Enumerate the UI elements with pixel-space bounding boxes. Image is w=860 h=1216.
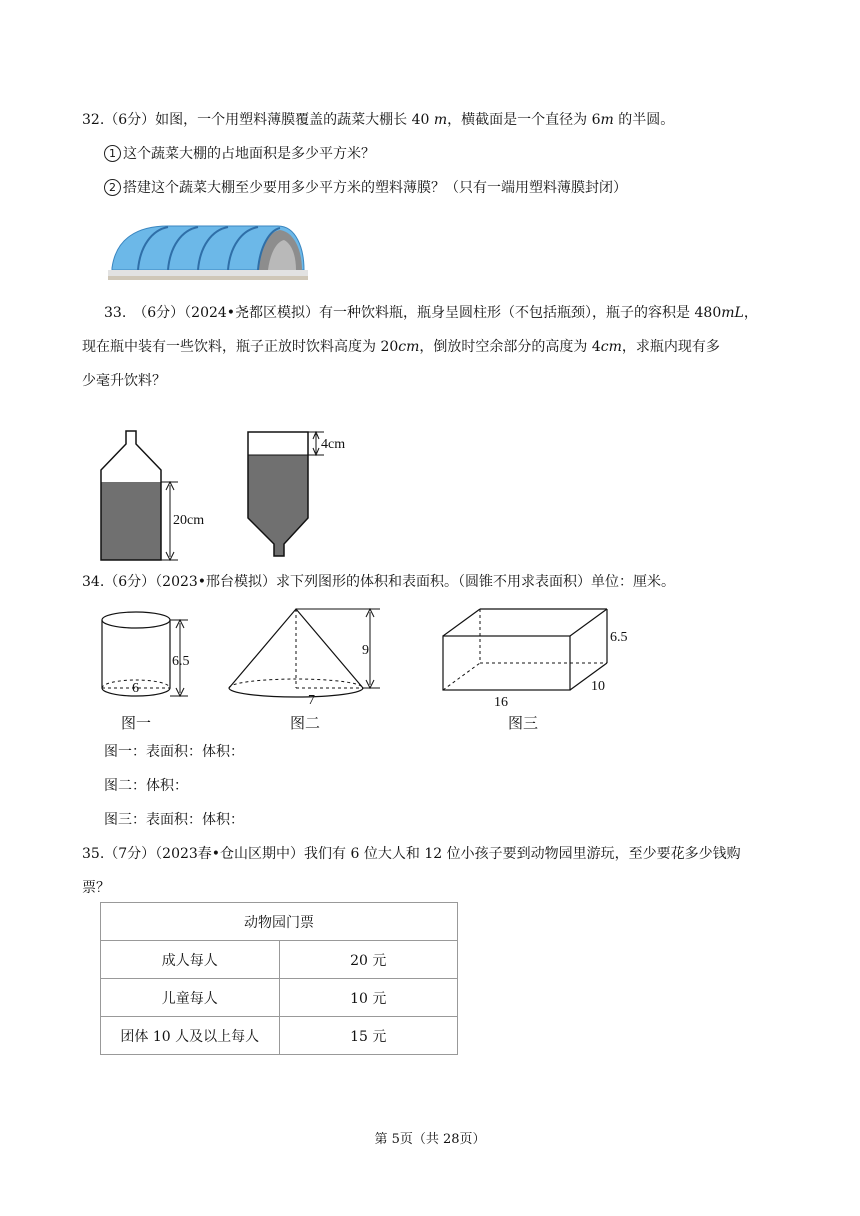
cylinder-figure [96, 604, 206, 732]
table-cell-label: 团体 10 人及以上每人 [101, 1017, 280, 1055]
table-title: 动物园门票 [101, 903, 458, 941]
q32-stem: 32.（6分）如图，一个用塑料薄膜覆盖的蔬菜大棚长 40 m，横截面是一个直径为 6m 的半圆。 [82, 112, 675, 128]
table-row [101, 979, 458, 1017]
ticket-price-table [100, 902, 458, 1055]
cone-height-label: 9 [362, 643, 369, 658]
circled-number: 2 [104, 179, 121, 196]
table-row [101, 903, 458, 941]
bottle-upright-diagram [96, 428, 216, 564]
cone-figure [224, 604, 394, 732]
table-row [101, 1017, 458, 1055]
q35-line2: 票？ [82, 880, 110, 896]
q33-line1: 33. （6分）（2024•尧都区模拟）有一种饮料瓶，瓶身呈圆柱形（不包括瓶颈），瓶子的容积是 480mL， [104, 305, 758, 321]
table-cell-price: 10 元 [279, 979, 458, 1017]
q34-stem: 34.（6分）（2023•邢台模拟）求下列图形的体积和表面积。（圆锥不用求表面积）单位：厘米。 [82, 574, 676, 590]
figure1-caption: 图一 [121, 716, 152, 732]
cuboid-figure [438, 604, 638, 732]
cuboid-width-label: 10 [591, 679, 605, 694]
q34-answer-fig3: 图三：表面积：体积： [104, 812, 244, 828]
table-cell-price: 20 元 [279, 941, 458, 979]
bottle-inverted-diagram [244, 428, 364, 564]
cuboid-height-label: 6.5 [610, 630, 628, 645]
figure2-caption: 图二 [290, 716, 321, 732]
cylinder-height-label: 6.5 [172, 654, 190, 669]
q33-line2: 现在瓶中装有一些饮料，瓶子正放时饮料高度为 20cm，倒放时空余部分的高度为 4cm，求瓶内现有多 [82, 339, 720, 355]
cuboid-length-label: 16 [494, 695, 508, 710]
table-cell-label: 儿童每人 [101, 979, 280, 1017]
table-cell-label: 成人每人 [101, 941, 280, 979]
q34-answer-fig2: 图二：体积： [104, 778, 188, 794]
greenhouse-image [108, 218, 308, 280]
q32-sub1: 1 这个蔬菜大棚的占地面积是多少平方米？ [104, 144, 375, 164]
figure3-caption: 图三 [508, 716, 539, 732]
page-footer: 第 5页（共 28页） [374, 1132, 486, 1147]
q35-line1: 35.（7分）（2023春•仓山区期中）我们有 6 位大人和 12 位小孩子要到动物园里游玩，至少要花多少钱购 [82, 846, 741, 862]
height-20cm-label: 20cm [173, 513, 205, 528]
cylinder-diameter-label: 6 [132, 681, 139, 696]
q34-answer-fig1: 图一：表面积：体积： [104, 744, 244, 760]
table-cell-price: 15 元 [279, 1017, 458, 1055]
q33-line3: 少毫升饮料？ [82, 373, 166, 389]
height-4cm-label: 4cm [321, 437, 346, 452]
cone-radius-label: 7 [308, 693, 315, 708]
circled-number: 1 [104, 145, 121, 162]
q32-sub2: 2 搭建这个蔬菜大棚至少要用多少平方米的塑料薄膜？（只有一端用塑料薄膜封闭） [104, 178, 627, 198]
table-row [101, 941, 458, 979]
